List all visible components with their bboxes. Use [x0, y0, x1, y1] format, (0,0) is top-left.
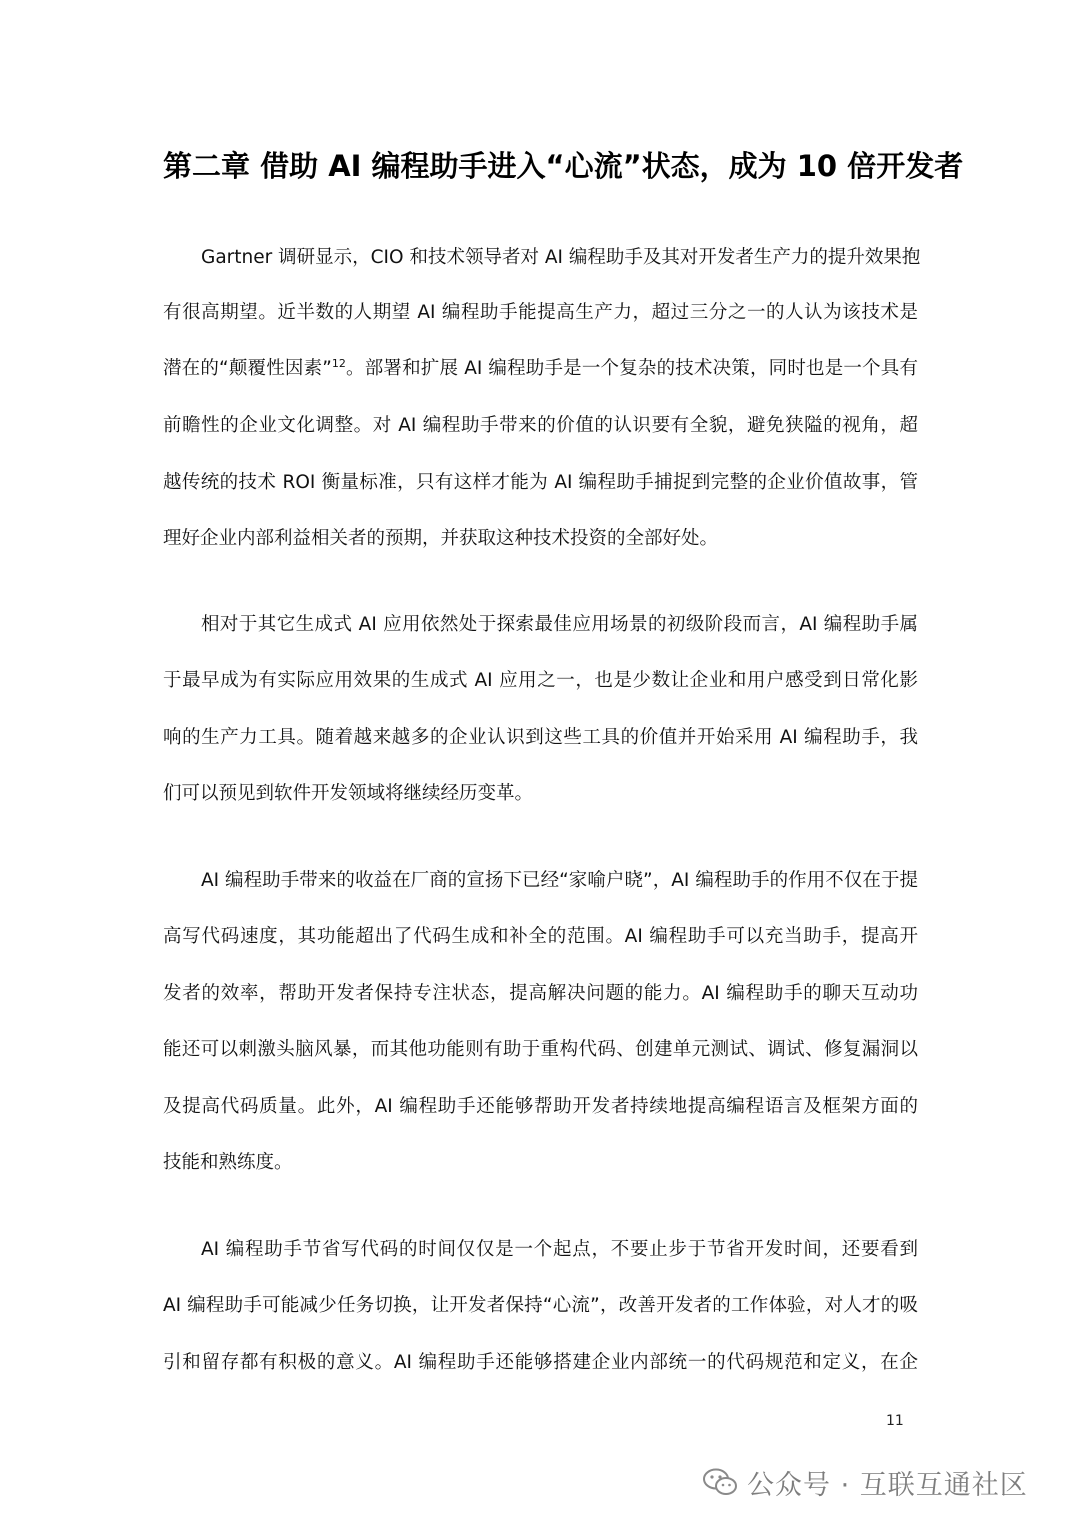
- paragraph-2-line-1: 相对于其它生成式 AI 应用依然处于探索最佳应用场景的初级阶段而言，AI 编程助手属: [201, 614, 918, 635]
- paragraph-2-line-4: 们可以预见到软件开发领域将继续经历变革。: [163, 783, 534, 804]
- paragraph-1-line-2: 有很高期望。近半数的人期望 AI 编程助手能提高生产力，超过三分之一的人认为该技术是: [163, 302, 918, 323]
- paragraph-3-line-2: 高写代码速度，其功能超出了代码生成和补全的范围。AI 编程助手可以充当助手，提高开: [163, 926, 918, 947]
- watermark: [703, 1462, 1028, 1502]
- paragraph-1-line-6: 理好企业内部利益相关者的预期，并获取这种技术投资的全部好处。: [163, 528, 719, 549]
- paragraph-2-line-2: 于最早成为有实际应用效果的生成式 AI 应用之一，也是少数让企业和用户感受到日常化影: [163, 670, 918, 691]
- paragraph-3-line-3: 发者的效率，帮助开发者保持专注状态，提高解决问题的能力。AI 编程助手的聊天互动功: [163, 983, 918, 1004]
- page-number: 11: [886, 1413, 904, 1429]
- footnote-reference[interactable]: 12: [331, 356, 346, 370]
- paragraph-3-line-5: 及提高代码质量。此外，AI 编程助手还能够帮助开发者持续地提高编程语言及框架方面的: [163, 1096, 918, 1117]
- paragraph-3-line-6: 技能和熟练度。: [163, 1152, 293, 1173]
- paragraph-4-line-3: 引和留存都有积极的意义。AI 编程助手还能够搭建企业内部统一的代码规范和定义，在企: [163, 1352, 918, 1373]
- paragraph-1-line-3: [163, 354, 918, 384]
- paragraph-1-line-3-end: 。部署和扩展 AI 编程助手是一个复杂的技术决策，同时也是一个具有: [345, 358, 918, 379]
- paragraph-1-line-1: Gartner 调研显示，CIO 和技术领导者对 AI 编程助手及其对开发者生产力的提升效果抱: [201, 247, 921, 268]
- paragraph-1-line-3-start: 潜在的“颠覆性因素”: [163, 358, 332, 379]
- wechat-icon: [703, 1468, 737, 1496]
- paragraph-3-line-1: AI 编程助手带来的收益在厂商的宣扬下已经“家喻户晓”，AI 编程助手的作用不仅在于提: [201, 870, 918, 891]
- paragraph-1-line-5: 越传统的技术 ROI 衡量标准，只有这样才能为 AI 编程助手捕捉到完整的企业价值故事，管: [163, 472, 918, 493]
- watermark-text: 公众号 · 互联互通社区: [747, 1469, 1028, 1501]
- paragraph-2-line-3: 响的生产力工具。随着越来越多的企业认识到这些工具的价值并开始采用 AI 编程助手，我: [163, 727, 918, 748]
- chapter-title: 第二章 借助 AI 编程助手进入“心流”状态，成为 10 倍开发者: [163, 149, 964, 183]
- paragraph-4-line-2: AI 编程助手可能减少任务切换，让开发者保持“心流”，改善开发者的工作体验，对人才的吸: [163, 1295, 918, 1316]
- paragraph-3-line-4: 能还可以刺激头脑风暴，而其他功能则有助于重构代码、创建单元测试、调试、修复漏洞以: [163, 1039, 918, 1060]
- paragraph-4-line-1: AI 编程助手节省写代码的时间仅仅是一个起点，不要止步于节省开发时间，还要看到: [201, 1239, 918, 1260]
- paragraph-1-line-4: 前瞻性的企业文化调整。对 AI 编程助手带来的价值的认识要有全貌，避免狭隘的视角，超: [163, 415, 918, 436]
